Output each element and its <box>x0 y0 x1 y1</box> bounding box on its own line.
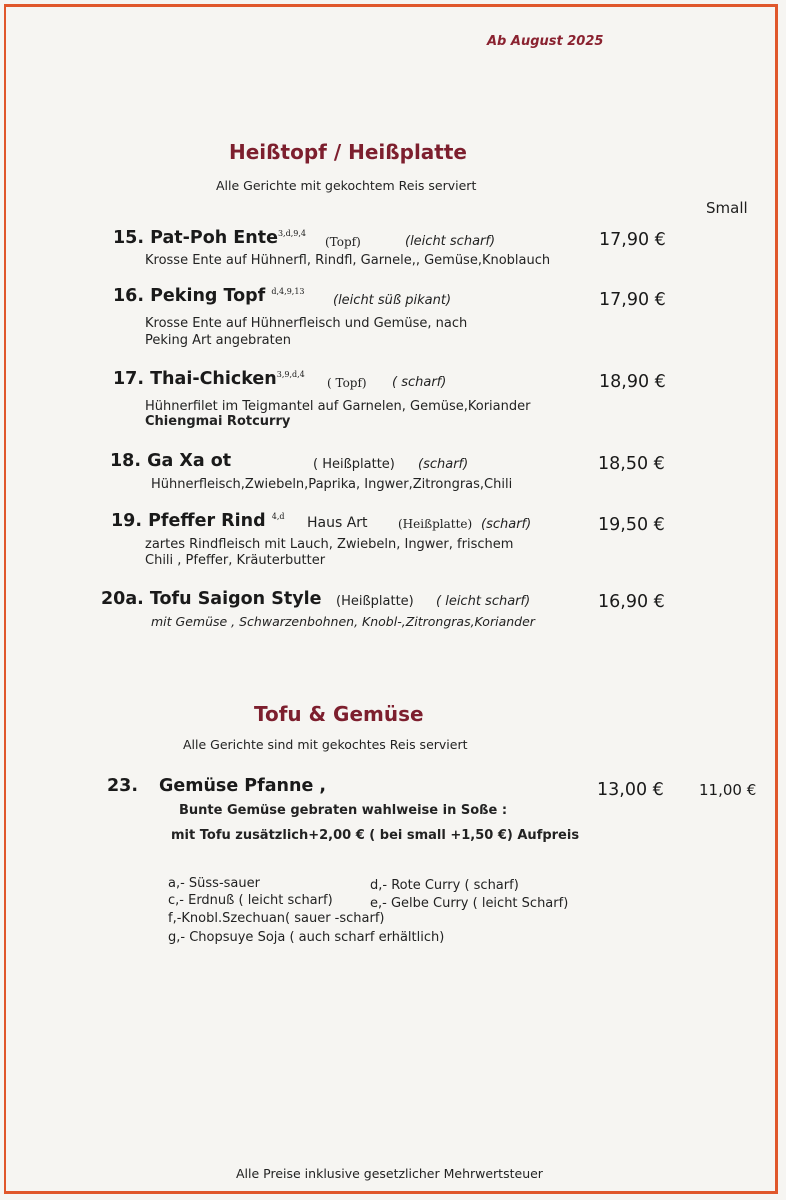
item-description-line2: Chili , Pfeffer, Kräuterbutter <box>145 553 326 568</box>
item-spice: ( scharf) <box>392 375 447 390</box>
item-description-line2: Chiengmai Rotcurry <box>145 414 291 429</box>
item-price: 17,90 € <box>599 290 666 310</box>
item-price: 18,90 € <box>599 372 666 392</box>
item-number: 18. <box>110 451 142 471</box>
tofu-surcharge-note: mit Tofu zusätzlich+2,00 € ( bei small +1,50 €) Aufpreis <box>171 828 580 843</box>
item-name: Gemüse Pfanne , <box>159 776 327 796</box>
item-description-line1: Krosse Ente auf Hühnerfleisch und Gemüse, nach <box>145 316 468 331</box>
section-subtitle-heisstopf: Alle Gerichte mit gekochtem Reis serviert <box>216 178 477 193</box>
item-description: Hühnerfleisch,Zwiebeln,Paprika, Ingwer,Zitrongras,Chili <box>151 477 513 492</box>
sauce-option-c: c,- Erdnuß ( leicht scharf) <box>168 893 333 908</box>
item-spice: (scharf) <box>418 457 469 472</box>
item-number: 19. <box>111 511 143 531</box>
allergen-codes: 3,9,d,4 <box>276 370 305 380</box>
item-name: Ga Xa ot <box>147 451 232 471</box>
item-name: Tofu Saigon Style <box>149 589 322 609</box>
item-spice: (leicht scharf) <box>405 234 496 249</box>
item-tag: (Heißplatte) <box>336 594 414 609</box>
item-description-line1: zartes Rindfleisch mit Lauch, Zwiebeln, Ingwer, frischem <box>145 537 514 552</box>
item-price: 13,00 € <box>597 780 664 800</box>
item-number: 15. <box>113 228 145 248</box>
item-description-line1: Hühnerfilet im Teigmantel auf Garnelen, Gemüse,Koriander <box>145 399 531 414</box>
item-price: 19,50 € <box>598 515 665 535</box>
item-description-line2: Peking Art angebraten <box>145 333 291 348</box>
sauce-option-f: f,-Knobl.Szechuan( sauer -scharf) <box>168 911 385 926</box>
item-number: 17. <box>113 369 145 389</box>
item-tag: (Topf) <box>325 235 361 249</box>
menu-date: Ab August 2025 <box>487 34 604 49</box>
item-price-small: 11,00 € <box>699 781 757 799</box>
item-price: 17,90 € <box>599 230 666 250</box>
item-name: Pfeffer Rind <box>148 511 266 531</box>
allergen-codes: 4,d <box>271 512 285 522</box>
item-name: Thai-Chicken <box>150 369 277 389</box>
item-number: 16. <box>113 286 145 306</box>
allergen-codes: 3,d,9,4 <box>277 229 306 239</box>
item-description-line1: Bunte Gemüse gebraten wahlweise in Soße : <box>179 803 508 818</box>
item-number: 20a. <box>101 589 144 609</box>
item-description: mit Gemüse , Schwarzenbohnen, Knobl-,Zitrongras,Koriander <box>151 614 535 629</box>
small-column-label: Small <box>706 199 748 217</box>
section-title-tofu: Tofu & Gemüse <box>254 702 424 726</box>
item-tag: ( Heißplatte) <box>313 457 395 472</box>
item-spice: (scharf) <box>481 517 532 532</box>
item-description: Krosse Ente auf Hühnerfl, Rindfl, Garnele,, Gemüse,Knoblauch <box>145 253 551 268</box>
item-name: Pat-Poh Ente <box>150 228 278 248</box>
item-style: Haus Art <box>307 515 368 531</box>
allergen-codes: d,4,9,13 <box>271 287 305 297</box>
sauce-option-d: d,- Rote Curry ( scharf) <box>370 878 519 893</box>
item-price: 18,50 € <box>598 454 665 474</box>
item-tag: ( Topf) <box>327 376 367 390</box>
item-price: 16,90 € <box>598 592 665 612</box>
item-number: 23. <box>107 776 139 796</box>
sauce-option-e: e,- Gelbe Curry ( leicht Scharf) <box>370 896 569 911</box>
item-spice: (leicht süß pikant) <box>333 293 452 308</box>
section-title-heisstopf: Heißtopf / Heißplatte <box>229 140 467 164</box>
item-spice: ( leicht scharf) <box>436 594 531 609</box>
sauce-option-g: g,- Chopsuye Soja ( auch scharf erhältlich) <box>168 930 445 945</box>
footer-vat-note: Alle Preise inklusive gesetzlicher Mehrwertsteuer <box>236 1166 543 1181</box>
item-tag: (Heißplatte) <box>398 517 473 531</box>
section-subtitle-tofu: Alle Gerichte sind mit gekochtes Reis serviert <box>183 737 468 752</box>
item-name: Peking Topf <box>150 286 266 306</box>
sauce-option-a: a,- Süss-sauer <box>168 876 260 891</box>
